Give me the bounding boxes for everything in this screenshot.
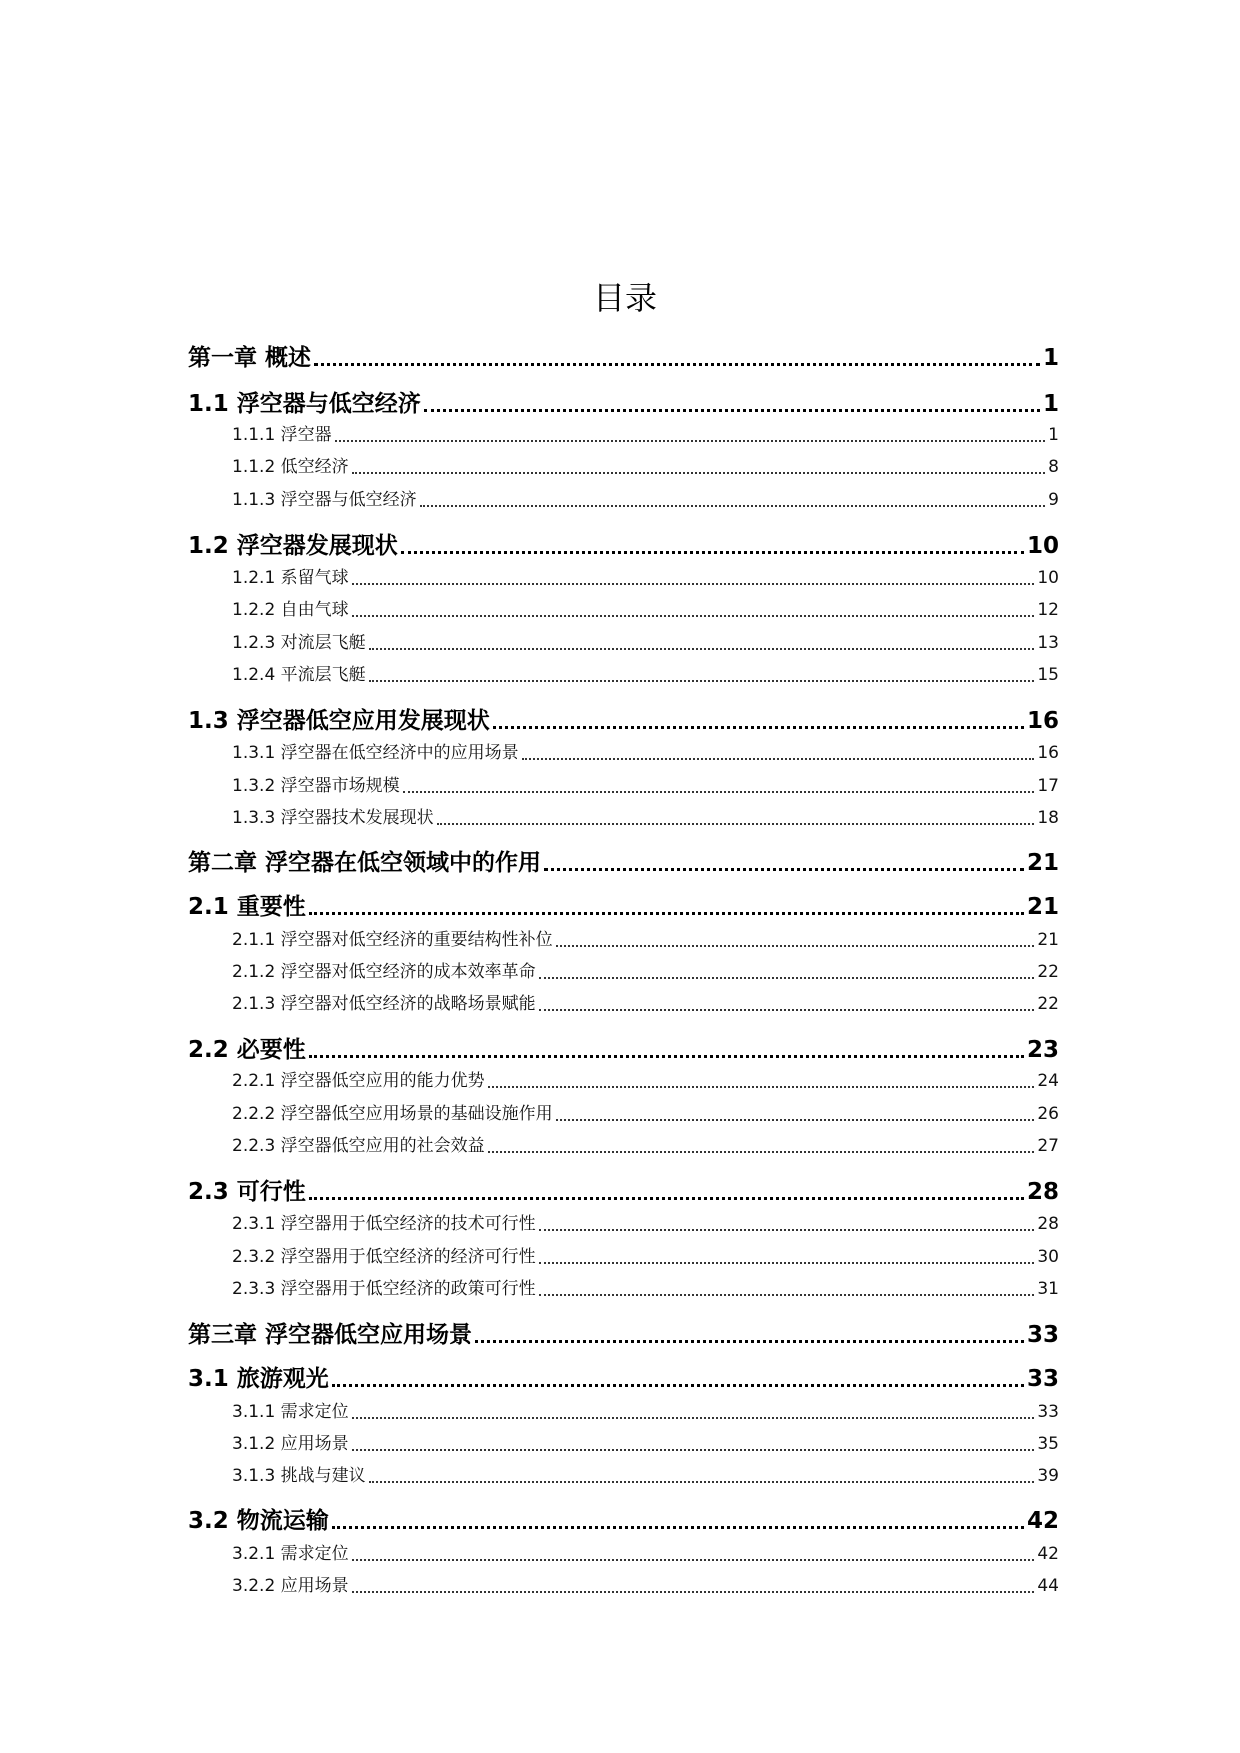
toc-heading-entry[interactable] [188,389,1059,419]
toc-page-number: 1 [1048,425,1059,445]
toc-page-number: 15 [1037,665,1059,685]
toc-subentry[interactable] [232,957,1059,987]
toc-page-number: 33 [1026,1322,1059,1348]
toc-subentry[interactable] [232,1209,1059,1239]
toc-page-number: 12 [1037,600,1059,620]
toc-subentry[interactable] [232,485,1059,515]
toc-page-number: 30 [1037,1247,1059,1267]
toc-heading-entry[interactable] [188,1177,1059,1207]
dot-leader [556,945,1035,947]
toc-heading-entry[interactable] [188,1035,1059,1065]
toc-page-number: 16 [1037,743,1059,763]
dot-leader [488,1151,1035,1153]
toc-entry-label: 1.3 浮空器低空应用发展现状 [188,708,490,734]
toc-page-number: 33 [1037,1402,1059,1422]
toc-subentry[interactable] [232,1066,1059,1096]
toc-entry-label: 1.2.4 平流层飞艇 [232,665,366,685]
toc-page-number: 28 [1037,1214,1059,1234]
toc-entry-label: 1.2.1 系留气球 [232,568,349,588]
dot-leader [369,648,1035,650]
toc-subentry[interactable] [232,1429,1059,1459]
dot-leader [544,868,1024,871]
toc-entry-label: 2.3 可行性 [188,1179,306,1205]
toc-entry-label: 2.3.1 浮空器用于低空经济的技术可行性 [232,1214,536,1234]
toc-page-number: 33 [1026,1366,1059,1392]
toc-subentry[interactable] [232,1539,1059,1569]
toc-subentry[interactable] [232,628,1059,658]
toc-subentry[interactable] [232,1461,1059,1491]
dot-leader [539,1229,1035,1231]
toc-entry-label: 2.3.3 浮空器用于低空经济的政策可行性 [232,1279,536,1299]
toc-entry-label: 2.2.2 浮空器低空应用场景的基础设施作用 [232,1104,553,1124]
dot-leader [352,583,1035,585]
dot-leader [401,551,1024,554]
toc-subentry[interactable] [232,595,1059,625]
dot-leader [493,726,1024,729]
toc-entry-label: 3.1 旅游观光 [188,1366,329,1392]
dot-leader [539,1262,1035,1264]
toc-subentry[interactable] [232,771,1059,801]
dot-leader [352,615,1035,617]
toc-entry-label: 1.1.3 浮空器与低空经济 [232,490,417,510]
toc-subentry[interactable] [232,1099,1059,1129]
toc-entry-label: 2.3.2 浮空器用于低空经济的经济可行性 [232,1247,536,1267]
toc-entry-label: 2.1.1 浮空器对低空经济的重要结构性补位 [232,930,553,950]
toc-page-number: 22 [1037,962,1059,982]
toc-page-number: 44 [1037,1576,1059,1596]
dot-leader [539,1009,1035,1011]
toc-entry-label: 3.2 物流运输 [188,1508,329,1534]
toc-entry-label: 2.1.3 浮空器对低空经济的战略场景赋能 [232,994,536,1014]
toc-heading-entry[interactable] [188,892,1059,922]
toc-entry-label: 3.2.1 需求定位 [232,1544,349,1564]
toc-entry-label: 3.1.2 应用场景 [232,1434,349,1454]
toc-entry-label: 1.2 浮空器发展现状 [188,533,398,559]
toc-subentry[interactable] [232,420,1059,450]
toc-entry-label: 第一章 概述 [188,345,312,371]
toc-page-number: 28 [1026,1179,1059,1205]
dot-leader [488,1086,1035,1088]
toc-subentry[interactable] [232,1571,1059,1601]
toc-page-number: 13 [1037,633,1059,653]
dot-leader [352,1417,1035,1419]
dot-leader [309,1055,1024,1058]
dot-leader [437,823,1035,825]
toc-subentry[interactable] [232,563,1059,593]
toc-page-number: 24 [1037,1071,1059,1091]
dot-leader [539,1294,1035,1296]
toc-subentry[interactable] [232,1274,1059,1304]
dot-leader [352,1559,1035,1561]
toc-page-number: 18 [1037,808,1059,828]
toc-page-number: 8 [1048,457,1059,477]
toc-page-number: 23 [1026,1037,1059,1063]
toc-entry-label: 1.1.1 浮空器 [232,425,332,445]
toc-entry-label: 3.2.2 应用场景 [232,1576,349,1596]
toc-page-number: 17 [1037,776,1059,796]
toc-page-number: 9 [1048,490,1059,510]
toc-page-number: 39 [1037,1466,1059,1486]
toc-entry-label: 第二章 浮空器在低空领域中的作用 [188,850,542,876]
dot-leader [522,758,1035,760]
toc-heading-entry[interactable] [188,1506,1059,1536]
dot-leader [403,791,1035,793]
toc-entry-label: 2.1.2 浮空器对低空经济的成本效率革命 [232,962,536,982]
toc-entry-label: 1.3.2 浮空器市场规模 [232,776,400,796]
toc-subentry[interactable] [232,803,1059,833]
dot-leader [314,363,1040,366]
toc-title: 目录 [592,279,657,317]
toc-page-number: 35 [1037,1434,1059,1454]
dot-leader [475,1340,1024,1343]
dot-leader [309,912,1024,915]
toc-page-number: 21 [1026,894,1059,920]
toc-page-number: 22 [1037,994,1059,1014]
toc-page-number: 26 [1037,1104,1059,1124]
toc-entry-label: 2.2 必要性 [188,1037,306,1063]
toc-heading-entry[interactable] [188,1320,1059,1350]
toc-page-number: 42 [1037,1544,1059,1564]
toc-page-number: 10 [1026,533,1059,559]
dot-leader [352,1591,1035,1593]
dot-leader [424,409,1040,412]
dot-leader [332,1384,1024,1387]
dot-leader [539,977,1035,979]
toc-heading-entry[interactable] [188,706,1059,736]
toc-subentry[interactable] [232,989,1059,1019]
dot-leader [335,440,1046,442]
dot-leader [332,1526,1024,1529]
dot-leader [352,472,1046,474]
toc-page-number: 21 [1026,850,1059,876]
toc-heading-entry[interactable] [188,1364,1059,1394]
toc-page-number: 31 [1037,1279,1059,1299]
toc-entry-label: 2.1 重要性 [188,894,306,920]
toc-entry-label: 1.1.2 低空经济 [232,457,349,477]
toc-page-number: 42 [1026,1508,1059,1534]
toc-subentry[interactable] [232,925,1059,955]
toc-entry-label: 2.2.1 浮空器低空应用的能力优势 [232,1071,485,1091]
toc-entry-label: 1.2.2 自由气球 [232,600,349,620]
toc-subentry[interactable] [232,1242,1059,1272]
toc-subentry[interactable] [232,1397,1059,1427]
toc-entry-label: 1.3.1 浮空器在低空经济中的应用场景 [232,743,519,763]
toc-heading-entry[interactable] [188,343,1059,373]
toc-page-number: 27 [1037,1136,1059,1156]
dot-leader [556,1119,1035,1121]
dot-leader [352,1449,1035,1451]
toc-page-number: 16 [1026,708,1059,734]
toc-subentry[interactable] [232,738,1059,768]
toc-page-number: 10 [1037,568,1059,588]
dot-leader [369,1481,1035,1483]
toc-page-number: 1 [1042,345,1059,371]
dot-leader [309,1197,1024,1200]
toc-heading-entry[interactable] [188,848,1059,878]
toc-subentry[interactable] [232,1131,1059,1161]
toc-page-number: 21 [1037,930,1059,950]
dot-leader [420,505,1046,507]
toc-subentry[interactable] [232,660,1059,690]
toc-entry-label: 3.1.3 挑战与建议 [232,1466,366,1486]
toc-page-number: 1 [1042,391,1059,417]
toc-heading-entry[interactable] [188,531,1059,561]
toc-entry-label: 2.2.3 浮空器低空应用的社会效益 [232,1136,485,1156]
toc-entry-label: 1.2.3 对流层飞艇 [232,633,366,653]
dot-leader [369,680,1035,682]
toc-entry-label: 3.1.1 需求定位 [232,1402,349,1422]
toc-entry-label: 第三章 浮空器低空应用场景 [188,1322,473,1348]
toc-subentry[interactable] [232,452,1059,482]
toc-entry-label: 1.3.3 浮空器技术发展现状 [232,808,434,828]
toc-entry-label: 1.1 浮空器与低空经济 [188,391,421,417]
